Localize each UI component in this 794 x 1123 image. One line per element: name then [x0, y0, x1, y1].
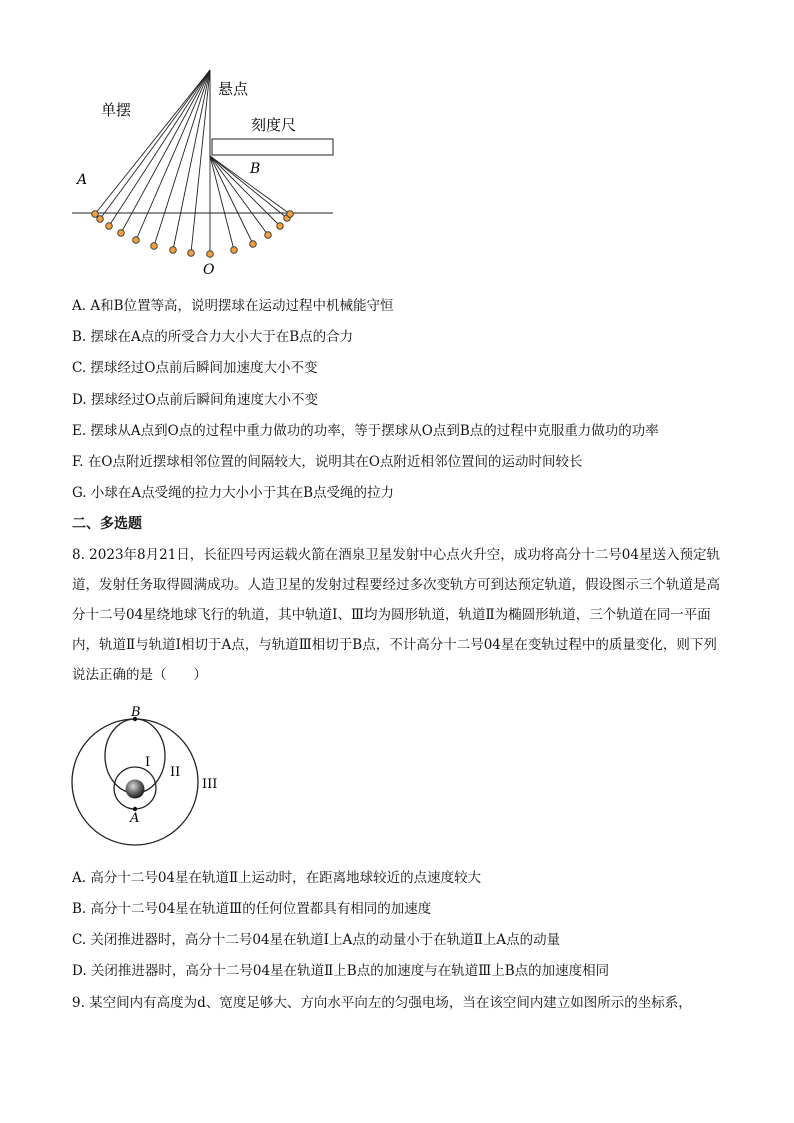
pendulum-bob-2: [106, 223, 113, 230]
pendulum-figure: [60, 60, 350, 285]
pendulum-bob-11: [265, 232, 272, 239]
pendulum-bob-10: [250, 241, 257, 248]
label-ruler: 刻度尺: [251, 116, 297, 134]
pendulum-bob-8: [207, 251, 214, 258]
q7-option-b: B. 摆球在A点的所受合力大小大于在B点的合力: [72, 329, 354, 345]
ruler: [212, 139, 333, 155]
pendulum-string-left-7: [191, 70, 210, 253]
earth: [126, 780, 145, 799]
label-a: A: [130, 811, 140, 826]
label-pendulum: 单摆: [101, 101, 132, 119]
pendulum-bobs: [92, 211, 294, 258]
pendulum-bob-9: [231, 247, 238, 254]
pendulum-bob-3: [118, 230, 125, 237]
pendulum-bob-12: [277, 223, 284, 230]
label-point-b: B: [250, 161, 261, 177]
pendulum-string-left-6: [173, 70, 210, 250]
label-orbit-i: I: [145, 755, 151, 770]
q9-stem: 9. 某空间内有高度为d、宽度足够大、方向水平向左的匀强电场，当在该空间内建立如图所示的坐标系，: [72, 995, 692, 1011]
orbit-figure: [65, 700, 225, 860]
q7-option-f: F. 在O点附近摆球相邻位置的间隔较大，说明其在O点附近相邻位置间的运动时间较长: [72, 454, 583, 470]
pendulum-strings: [95, 70, 290, 254]
label-orbit-iii: III: [202, 777, 218, 792]
q8-stem: 8. 2023年8月21日，长征四号丙运载火箭在酒泉卫星发射中心点火升空，成功将高分十二号04星送入预定轨道，发射任务取得圆满成功。人造卫星的发射过程要经过多次变轨方可到达预定轨道，假设图示三个轨道是高分十二号04星绕地球飞行的轨道，其中轨道Ⅰ、Ⅲ均为圆形轨道，轨道Ⅱ为椭圆形轨道，三个轨道在同一平面内，轨道Ⅱ与轨道Ⅰ相切于A点，与轨道Ⅲ相切于B点，不计高分十二号04星在变轨过程中的质量变化，则下列说法正确的是（ ）: [72, 547, 720, 683]
q7-option-d: D. 摆球经过O点前后瞬间角速度大小不变: [72, 392, 318, 408]
pendulum-bob-0: [92, 211, 99, 218]
label-point-a: A: [77, 172, 88, 188]
q8-option-c: C. 关闭推进器时，高分十二号04星在轨道Ⅰ上A点的动量小于在轨道Ⅱ上A点的动量: [72, 932, 561, 948]
q8-option-d: D. 关闭推进器时，高分十二号04星在轨道Ⅱ上B点的加速度与在轨道Ⅲ上B点的加速度相同: [72, 963, 610, 979]
pendulum-string-left-0: [95, 70, 210, 214]
pendulum-bob-1: [97, 216, 104, 223]
q8-option-a: A. 高分十二号04星在轨道Ⅱ上运动时，在距离地球较近的点速度较大: [72, 870, 482, 886]
label-b: B: [131, 705, 141, 720]
q8-option-b: B. 高分十二号04星在轨道Ⅲ的任何位置都具有相同的加速度: [72, 901, 432, 917]
q7-option-g: G. 小球在A点受绳的拉力大小小于其在B点受绳的拉力: [72, 485, 395, 501]
q7-option-c: C. 摆球经过O点前后瞬间加速度大小不变: [72, 360, 318, 376]
q7-option-e: E. 摆球从A点到O点的过程中重力做功的功率，等于摆球从O点到B点的过程中克服重力做功的功率: [72, 423, 659, 439]
pendulum-bob-4: [133, 237, 140, 244]
pendulum-bob-5: [151, 243, 158, 250]
label-point-o: O: [203, 262, 215, 278]
pendulum-bob-14: [287, 211, 294, 218]
pendulum-string-left-2: [109, 70, 210, 226]
pendulum-string-right-1: [210, 156, 253, 244]
pendulum-bob-6: [170, 247, 177, 254]
label-orbit-ii: II: [170, 765, 181, 780]
section-title: 二、多选题: [72, 516, 142, 532]
pendulum-string-right-3: [210, 156, 280, 226]
label-pivot: 悬点: [218, 80, 249, 98]
pendulum-string-right-0: [210, 156, 234, 250]
q7-option-a: A. A和B位置等高，说明摆球在运动过程中机械能守恒: [72, 298, 394, 314]
pendulum-bob-7: [188, 250, 195, 257]
